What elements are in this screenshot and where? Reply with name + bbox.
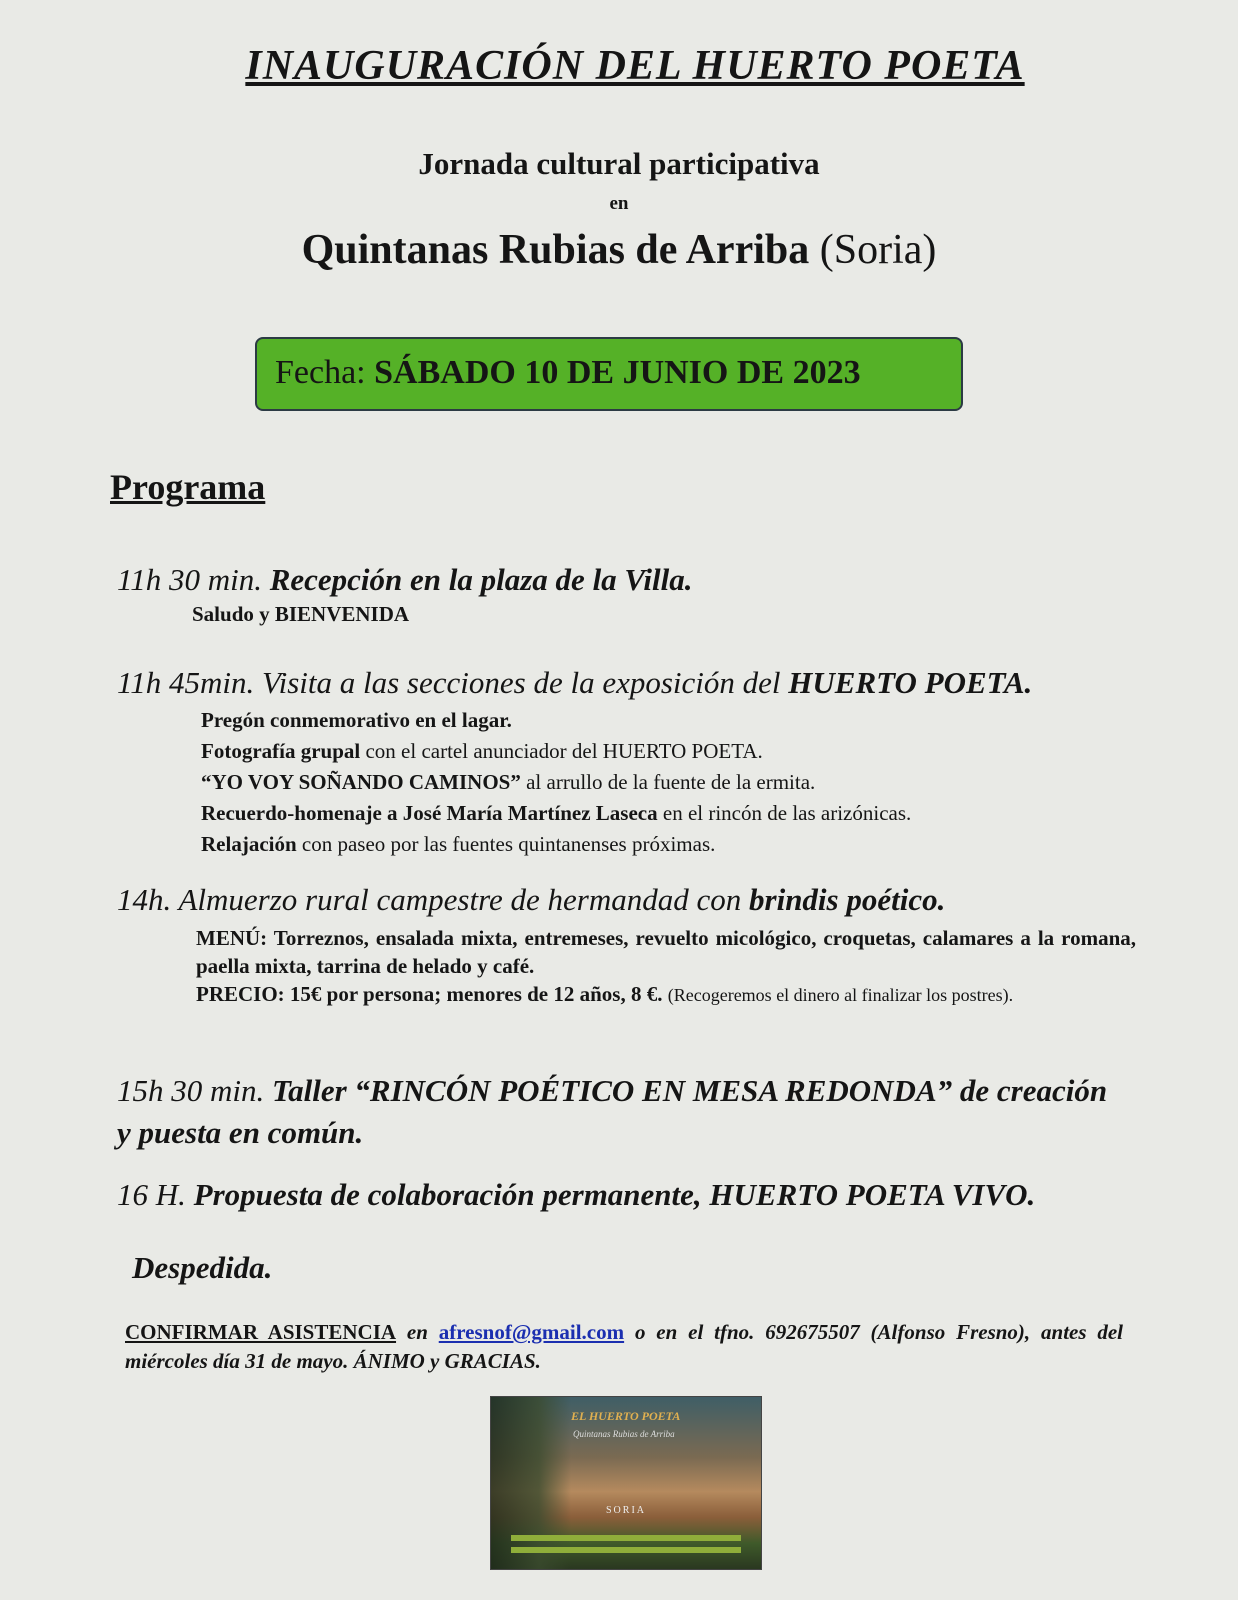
confirm-connector: en [406,1320,428,1344]
logo-province: SORIA [605,1505,646,1516]
date-label: Fecha: [275,354,366,391]
logo-band [511,1535,741,1541]
item-title-bold: brindis poético. [749,882,946,917]
program-item [117,665,1137,860]
date-value: SÁBADO 10 DE JUNIO DE 2023 [374,354,861,391]
program-heading: Programa [110,467,266,507]
confirm-label: CONFIRMAR ASISTENCIA [125,1320,397,1344]
item-title-bold: HUERTO POETA. [788,665,1033,700]
item-detail: Pregón conmemorativo en el lagar. [201,708,512,732]
logo-subtitle: Quintanas Rubias de Arriba [573,1429,675,1439]
price-text: PRECIO: 15€ por persona; menores de 12 años, 8 €. (Recogeremos el dinero al finalizar los postres). [196,982,1014,1006]
item-detail: Saludo y BIENVENIDA [192,602,410,626]
item-detail: Fotografía grupal con el cartel anunciador del HUERTO POETA. [201,739,763,763]
item-title: Propuesta de colaboración permanente, HUERTO POETA VIVO. [193,1177,1036,1212]
item-time: 14h. [117,882,172,917]
item-title: Despedida. [132,1250,273,1285]
item-detail: Recuerdo-homenaje a José María Martínez Laseca en el rincón de las arizónicas. [201,801,912,825]
program-item [132,1250,1152,1286]
event-title: INAUGURACIÓN DEL HUERTO POETA [245,43,1025,89]
item-time: 11h 45min. [117,665,255,700]
event-subtitle: Jornada cultural participativa [418,146,820,181]
place-name: Quintanas Rubias de Arriba [301,227,810,273]
item-time: 15h 30 min. [117,1073,265,1108]
item-detail: Relajación con paseo por las fuentes quintanenses próximas. [201,832,716,856]
menu-text: MENÚ: Torreznos, ensalada mixta, entremeses, revuelto micológico, croquetas, calamares a la romana, paella mixta, tarrina de helado y café. [196,926,1136,978]
program-item [117,562,1137,627]
item-title: Almuerzo rural campestre de hermandad con [178,882,742,917]
item-detail: “YO VOY SOÑANDO CAMINOS” al arrullo de la fuente de la ermita. [201,770,816,794]
item-title: Taller “RINCÓN POÉTICO EN MESA REDONDA” de creación y puesta en común. [117,1073,1108,1150]
item-time: 16 H. [117,1177,186,1212]
email-link[interactable]: afresnof@gmail.com [438,1320,625,1344]
item-title: Recepción en la plaza de la Villa. [269,562,693,597]
program-item [117,1177,1137,1213]
date-banner [255,337,963,411]
confirm-rest: o en el tfno. 692675507 (Alfonso Fresno), antes del miércoles día 31 de mayo. ÁNIMO y GRACIAS. [125,1320,1124,1373]
logo-title: EL HUERTO POETA [571,1409,681,1423]
item-time: 11h 30 min. [117,562,262,597]
tree-graphic [491,1397,571,1569]
event-location [0,226,1238,274]
huerto-poeta-logo [490,1396,762,1570]
item-title: Visita a las secciones de la exposición del [261,665,781,700]
program-item [117,1070,1127,1154]
logo-band [511,1547,741,1553]
connector-text: en [609,193,629,214]
province-name: (Soria) [819,227,937,273]
confirm-attendance [125,1318,1123,1376]
program-item [117,882,1137,1009]
